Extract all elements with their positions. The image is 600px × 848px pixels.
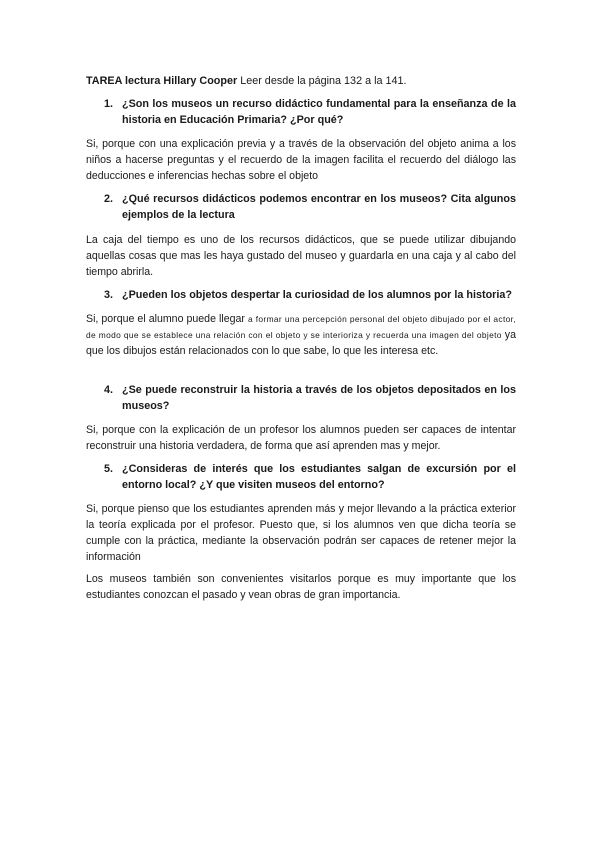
answer-4: Si, porque con la explicación de un profesor los alumnos pueden ser capaces de intentar reconstruir una historia verdadera, de forma que así aprenden mas y mejor. xyxy=(86,424,516,452)
answer-3-small-text: a formar una percepción personal del objeto dibujado por el actor, de modo que se establece una relación con el objeto y se interioriza y recuerda una imagen del objeto xyxy=(86,314,516,340)
question-5 xyxy=(86,461,516,493)
question-text: ¿Pueden los objetos despertar la curiosidad de los alumnos por la historia? xyxy=(122,289,512,301)
header-title: TAREA lectura Hillary Cooper xyxy=(86,75,238,87)
answer-3 xyxy=(86,311,516,359)
answer-5: Si, porque pienso que los estudiantes aprenden más y mejor llevando a la práctica exterior la teoría explicada por el profesor. Puesto que, si los alumnos ven que dicha teoría se cumple con la práctica, mediante la observación podrán ser capaces de retener mejor la información xyxy=(86,503,516,563)
closing-paragraph: Los museos también son convenientes visitarlos porque es muy importante que los estudiantes conozcan el pasado y vean obras de gran importancia. xyxy=(86,573,516,601)
question-4 xyxy=(86,382,516,414)
question-2 xyxy=(86,191,516,223)
question-text: ¿Qué recursos didácticos podemos encontrar en los museos? Cita algunos ejemplos de la lectura xyxy=(122,193,516,221)
question-number: 4. xyxy=(104,384,114,396)
answer-2: La caja del tiempo es uno de los recursos didácticos, que se puede utilizar dibujando aquellas cosas que mas les haya gustado del museo y guardarla en una caja y al cabo del tiempo abrirla. xyxy=(86,234,516,278)
question-number: 2. xyxy=(104,193,114,205)
document-header xyxy=(86,73,526,89)
question-number: 1. xyxy=(104,98,114,110)
question-1 xyxy=(86,96,516,128)
answer-3-end: ya que los dibujos están relacionados con lo que sabe, lo que les interesa etc. xyxy=(86,329,516,357)
header-instruction: Leer desde la página 132 a la 141. xyxy=(240,75,407,87)
question-text: ¿Son los museos un recurso didáctico fundamental para la enseñanza de la historia en Educación Primaria? ¿Por qué? xyxy=(122,98,516,126)
question-number: 5. xyxy=(104,463,114,475)
question-3 xyxy=(86,287,516,303)
question-text: ¿Se puede reconstruir la historia a través de los objetos depositados en los museos? xyxy=(122,384,516,412)
question-text: ¿Consideras de interés que los estudiantes salgan de excursión por el entorno local? ¿Y que visiten museos del entorno? xyxy=(122,463,516,491)
answer-3-start: Si, porque el alumno puede llegar xyxy=(86,313,245,325)
answer-1: Si, porque con una explicación previa y a través de la observación del objeto anima a los niños a hacerse preguntas y el recuerdo de la imagen facilita el recuerdo del diálogo las deducciones e inferencias hechas sobre el objeto xyxy=(86,138,516,182)
question-number: 3. xyxy=(104,289,114,301)
